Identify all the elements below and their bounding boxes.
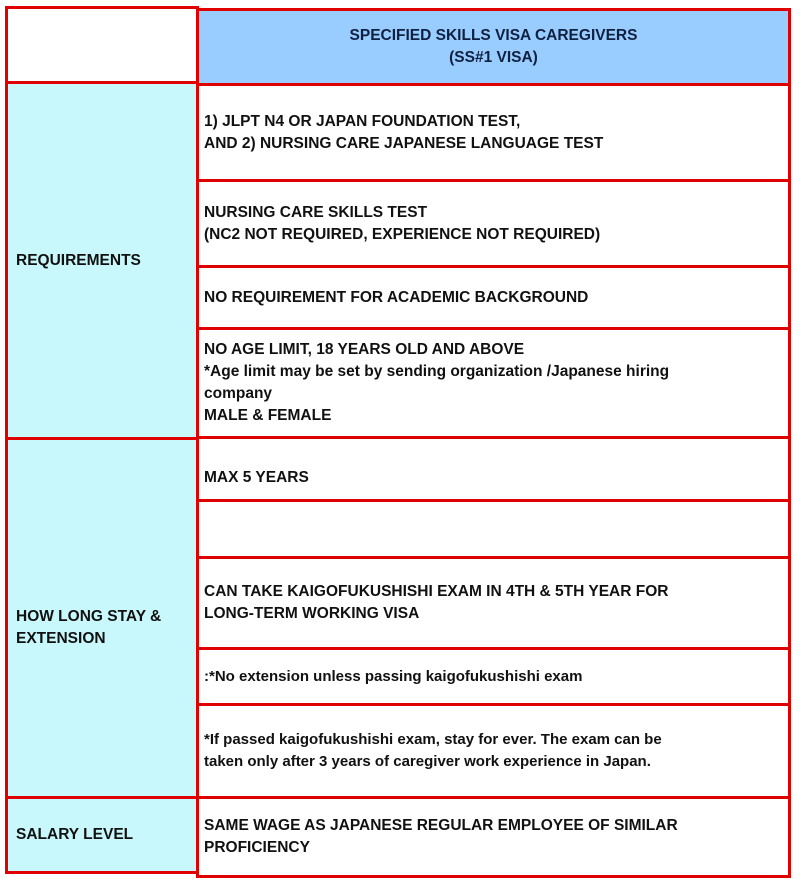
row-text: AND 2) NURSING CARE JAPANESE LANGUAGE TEST bbox=[204, 134, 604, 152]
stay-row-empty bbox=[196, 499, 791, 559]
row-text: NO AGE LIMIT, 18 YEARS OLD AND ABOVE bbox=[204, 341, 525, 358]
row-note: :*No extension unless passing kaigofukushishi exam bbox=[204, 667, 583, 685]
row-note: company bbox=[204, 385, 273, 402]
row-text: 1) JLPT N4 OR JAPAN FOUNDATION TEST, bbox=[204, 112, 521, 130]
salary-row bbox=[196, 796, 791, 878]
stay-label-line1: HOW LONG STAY & bbox=[16, 608, 162, 625]
requirement-row-skills bbox=[196, 179, 791, 268]
section-label-requirements bbox=[5, 81, 199, 440]
row-text: PROFICIENCY bbox=[204, 839, 310, 856]
section-label-salary bbox=[5, 796, 199, 874]
requirement-row-language bbox=[196, 83, 791, 182]
stay-row-max-years bbox=[196, 436, 791, 502]
stay-row-exam bbox=[196, 556, 791, 650]
row-text: LONG-TERM WORKING VISA bbox=[204, 605, 420, 622]
row-text: MALE & FEMALE bbox=[204, 407, 332, 424]
row-note: taken only after 3 years of caregiver work experience in Japan. bbox=[204, 753, 651, 770]
requirement-row-academic bbox=[196, 265, 791, 330]
stay-label-line2: EXTENSION bbox=[16, 630, 106, 647]
row-text: (NC2 NOT REQUIRED, EXPERIENCE NOT REQUIRED) bbox=[204, 225, 601, 243]
row-text: SAME WAGE AS JAPANESE REGULAR EMPLOYEE OF SIMILAR bbox=[204, 817, 678, 834]
requirement-row-age bbox=[196, 327, 791, 439]
row-text: NURSING CARE SKILLS TEST bbox=[204, 203, 428, 221]
row-text: CAN TAKE KAIGOFUKUSHISHI EXAM IN 4TH & 5TH YEAR FOR bbox=[204, 583, 669, 600]
stay-row-no-extension bbox=[196, 647, 791, 706]
row-note: *Age limit may be set by sending organization /Japanese hiring bbox=[204, 363, 670, 380]
stay-row-permanent bbox=[196, 703, 791, 799]
header-title-cell bbox=[196, 8, 791, 86]
row-note: *If passed kaigofukushishi exam, stay for ever. The exam can be bbox=[204, 731, 662, 748]
requirements-label: REQUIREMENTS bbox=[16, 251, 141, 269]
row-text: MAX 5 YEARS bbox=[204, 469, 309, 486]
section-label-stay-extension bbox=[5, 437, 199, 799]
salary-label: SALARY LEVEL bbox=[16, 826, 134, 843]
header-subtitle: (SS#1 VISA) bbox=[449, 49, 538, 66]
header-corner-cell bbox=[5, 6, 199, 84]
row-text: NO REQUIREMENT FOR ACADEMIC BACKGROUND bbox=[204, 288, 589, 306]
header-title: SPECIFIED SKILLS VISA CAREGIVERS bbox=[349, 27, 638, 44]
